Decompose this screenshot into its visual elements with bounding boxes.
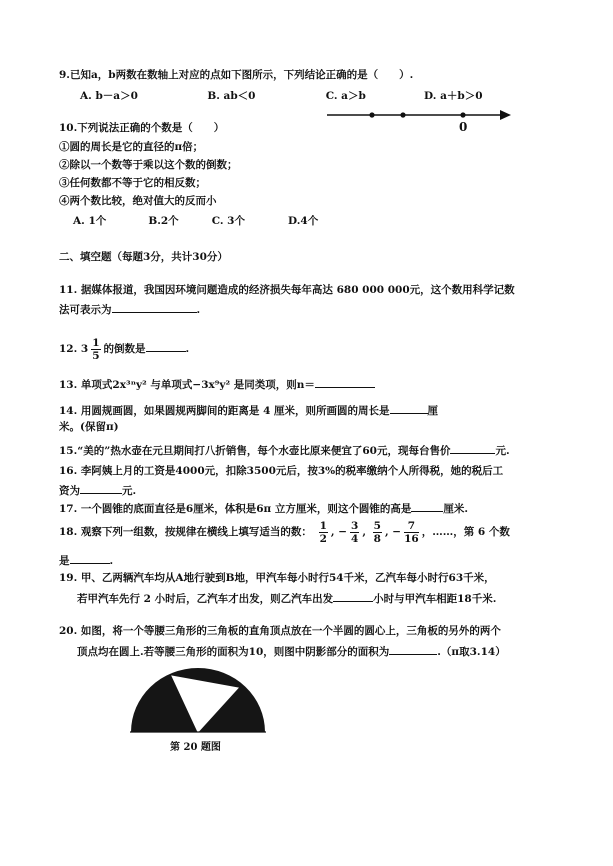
q18-suffix: ，……，第 6 个数 (421, 526, 510, 538)
q18-line2: 是 . (59, 552, 113, 568)
q19-line1: 19. 甲、乙两辆汽车均从A地行驶到B地，甲汽车每小时行54千米，乙汽车每小时行63千米， (59, 572, 495, 584)
q10-option-c[interactable]: C. 3个 (211, 215, 245, 227)
q18-frac-3: $\frac{5}{8}$ (373, 519, 381, 545)
q16-answer-blank[interactable] (80, 482, 122, 494)
q10-item-4: ④两个数比较，绝对值大的反而小 (59, 195, 217, 207)
q15-answer-blank[interactable] (450, 442, 495, 454)
q12-numerator: 1 (92, 336, 100, 349)
q13-answer-blank[interactable] (315, 376, 375, 388)
q10-item-3: ③任何数都不等于它的相反数； (59, 177, 206, 189)
section-heading: 二、填空题（每题3分，共计30分） (59, 251, 228, 263)
number-line-zero-label: 0 (459, 120, 468, 134)
q18-line1: 18. 观察下列一组数，按规律在横线上填写适当的数： $\frac{1}{2}$ , − $\frac{3}{4}$ , $\frac{5}{8}$ , − $\frac{7}{16}$ ，……，第 6 个数 (59, 519, 510, 545)
q9-option-b[interactable]: B. ab＜0 (207, 90, 256, 102)
q10-option-b[interactable]: B.2个 (148, 215, 179, 227)
q17-unit: 厘米. (443, 503, 469, 515)
q12-denominator: 5 (92, 349, 100, 362)
q9-stem: 9.已知a，b两数在数轴上对应的点如下图所示，下列结论正确的是（ ）. (59, 69, 414, 81)
point-a (400, 112, 405, 117)
q19-tail: 小时与甲汽车相距18千米. (373, 593, 497, 605)
q17-line (59, 500, 468, 516)
q20-answer-blank[interactable] (389, 643, 437, 655)
q18-frac-2: − $\frac{3}{4}$ (338, 519, 359, 545)
q12-fraction (91, 337, 100, 362)
q18-answer-blank[interactable] (70, 552, 110, 564)
q19-answer-blank[interactable] (333, 590, 373, 602)
q9-option-a[interactable]: A. b－a＞0 (80, 90, 138, 102)
q11-text: 法可表示为 (59, 304, 112, 316)
q12-prefix: 12. 3 (59, 343, 89, 355)
q9-options (80, 89, 483, 103)
q11-line1: 11. 据媒体报道，我国因环境问题造成的经济损失每年高达 680 000 000元，这个数用科学记数 (59, 284, 515, 296)
q18-frac-1: $\frac{1}{2}$ (319, 519, 327, 545)
q20-line1: 20. 如图，将一个等腰三角形的三角板的直角顶点放在一个半圆的圆心上，三角板的另外的两个 (59, 625, 501, 637)
q19-line2 (77, 590, 496, 606)
q18-text: 是 (59, 555, 70, 567)
q17-answer-blank[interactable] (411, 500, 443, 512)
q10-options (73, 214, 318, 228)
q15-line (59, 442, 510, 458)
point-zero (460, 112, 465, 117)
number-line (325, 106, 515, 136)
q16-line1: 16. 李阿姨上月的工资是4000元，扣除3500元后，按3%的税率缴纳个人所得税，她的税后工 (59, 465, 504, 477)
q18-prefix: 18. 观察下列一组数，按规律在横线上填写适当的数： (59, 526, 312, 538)
q17-text: 17. 一个圆锥的底面直径是6厘米，体积是6π 立方厘米，则这个圆锥的高是 (59, 503, 412, 515)
q14-unit: 厘 (427, 405, 439, 417)
q12-suffix: 的倒数是 (103, 343, 146, 355)
q20-tail: .（π取3.14） (437, 646, 506, 658)
q14-line1 (59, 402, 438, 418)
q13-text: 13. 单项式2x³ⁿy² 与单项式−3x⁹y² 是同类项，则n＝ (59, 379, 315, 391)
q20-text: 顶点均在圆上.若等腰三角形的面积为10，则图中阴影部分的面积为 (77, 646, 390, 658)
q10-option-a[interactable]: A. 1个 (73, 215, 107, 227)
q12-line: 12. 3 $\frac{1}{5}$ 的倒数是 . (59, 336, 190, 362)
q10-stem: 10.下列说法正确的个数是（ ） (59, 122, 225, 134)
q15-unit: 元. (495, 445, 510, 457)
q12-answer-blank[interactable] (146, 340, 186, 352)
q10-item-1: ①圆的周长是它的直径的π倍； (59, 141, 204, 153)
q11-line2: 法可表示为 . (59, 301, 200, 317)
q15-text: 15.“美的”热水壶在元旦期间打八折销售，每个水壶比原来便宜了60元，现每台售价 (59, 445, 451, 457)
q16-unit: 元. (122, 485, 137, 497)
q14-answer-blank[interactable] (390, 402, 428, 414)
q13-line (59, 376, 375, 392)
q20-figure (128, 664, 268, 736)
q20-line2 (77, 643, 506, 659)
q9-option-d[interactable]: D. a＋b＞0 (424, 90, 483, 102)
q16-text: 资为 (59, 485, 80, 497)
number-line-arrow (500, 110, 511, 120)
q18-frac-4: − $\frac{7}{16}$ (392, 519, 419, 545)
q14-line2: 米。(保留π) (59, 421, 119, 433)
q20-caption: 第 20 题图 (170, 742, 221, 753)
q14-text: 14. 用圆规画圆，如果圆规两脚间的距离是 4 厘米，则所画圆的周长是 (59, 405, 390, 417)
q10-item-2: ②除以一个数等于乘以这个数的倒数； (59, 159, 238, 171)
q11-answer-blank[interactable] (112, 301, 197, 313)
q16-line2 (59, 482, 136, 498)
point-b (369, 112, 374, 117)
q19-text: 若甲汽车先行 2 小时后，乙汽车才出发，则乙汽车出发 (77, 593, 334, 605)
q9-option-c[interactable]: C. a＞b (325, 90, 366, 102)
q10-option-d[interactable]: D.4个 (288, 215, 319, 227)
